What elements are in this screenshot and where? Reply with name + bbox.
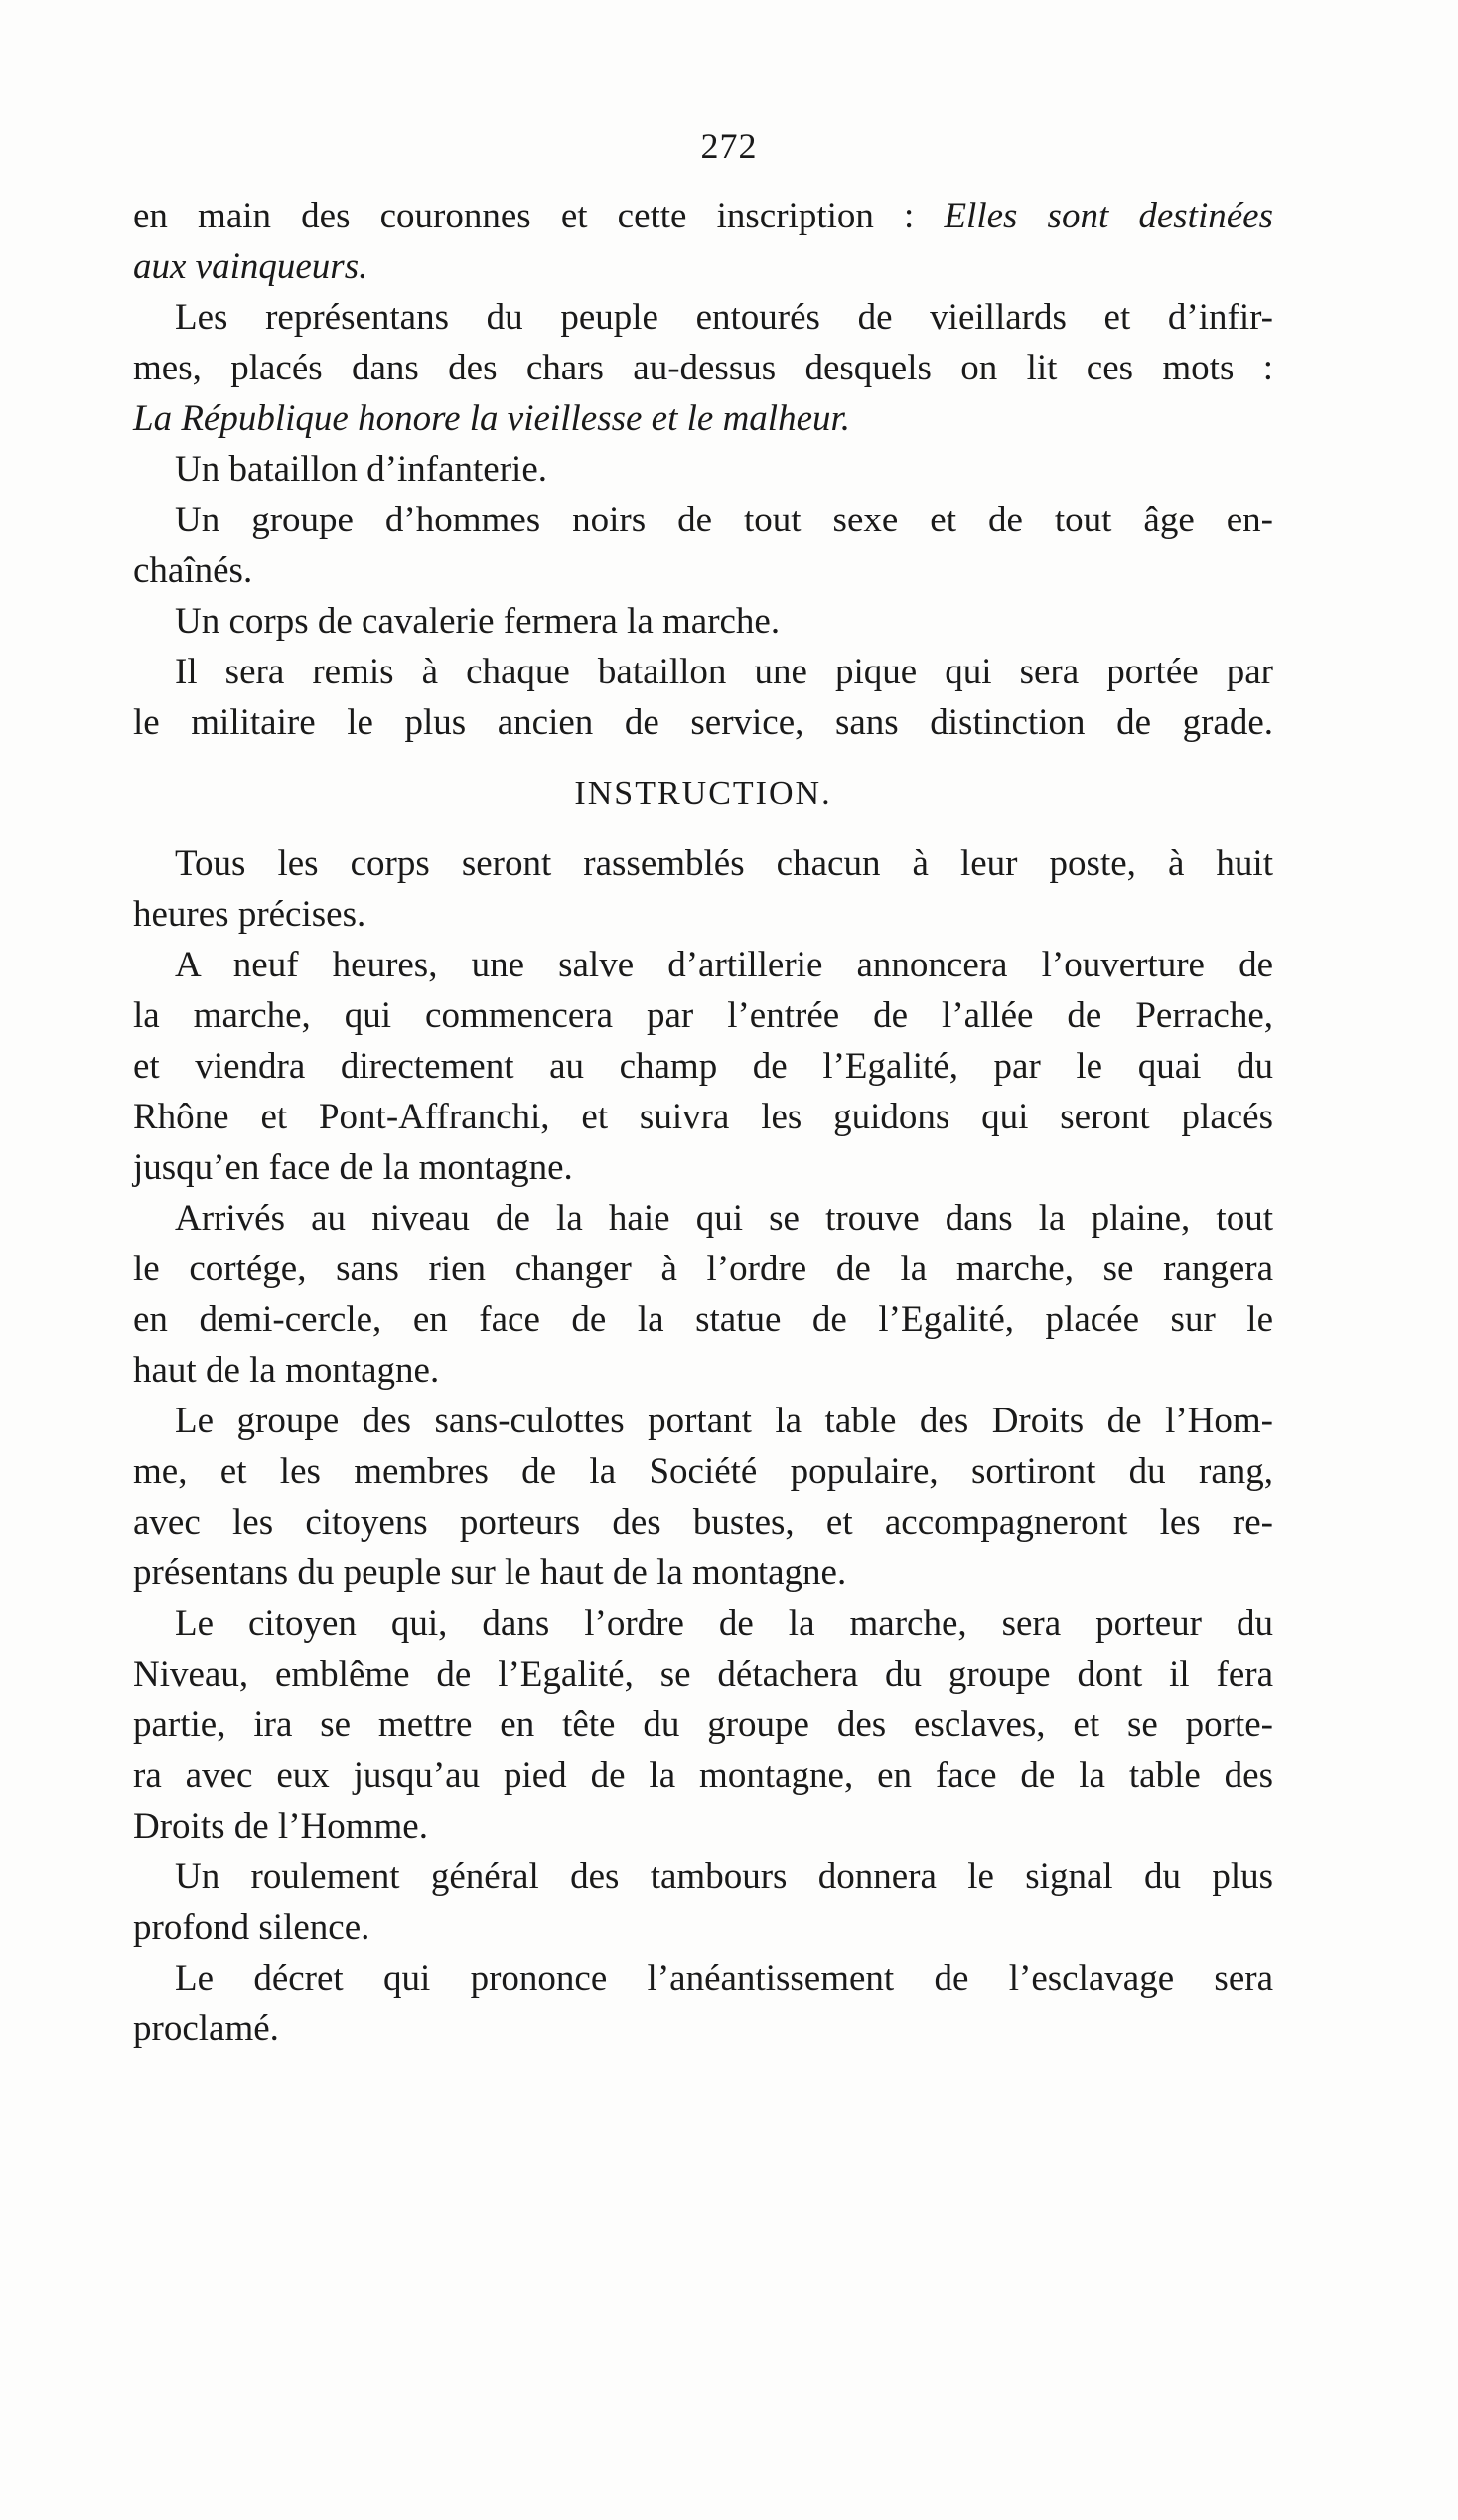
text-line — [133, 1497, 1273, 1548]
line-text: profond silence. — [133, 1907, 370, 1948]
text-line — [133, 1649, 1273, 1700]
text-line — [133, 191, 1273, 241]
line-text: mes, placés dans des chars au-dessus desquels on lit ces mots : — [133, 348, 1273, 388]
line-text: ra avec eux jusqu’au pied de la montagne, en face de la table des — [133, 1755, 1273, 1796]
line-italic-text: La République honore la vieillesse et le malheur. — [133, 398, 851, 439]
line-text: la marche, qui commencera par l’entrée de l’allée de Perrache, — [133, 995, 1273, 1036]
text-line — [133, 596, 1273, 647]
line-text: en main des couronnes et cette inscription : — [133, 196, 945, 236]
text-line — [133, 990, 1273, 1041]
line-text: me, et les membres de la Société populaire, sortiront du rang, — [133, 1451, 1273, 1492]
text-line — [133, 940, 1273, 990]
procession-text — [133, 191, 1273, 748]
text-line — [133, 1548, 1273, 1598]
text-line — [133, 1345, 1273, 1396]
text-line — [133, 1902, 1273, 1953]
line-text: proclamé. — [133, 2008, 279, 2049]
text-line — [133, 444, 1273, 495]
text-line — [133, 1142, 1273, 1193]
text-line — [133, 1801, 1273, 1852]
line-text: heures précises. — [133, 894, 366, 935]
text-line — [133, 1092, 1273, 1142]
text-line — [133, 292, 1273, 343]
text-line — [133, 343, 1273, 393]
text-line — [133, 647, 1273, 697]
text-line — [133, 1700, 1273, 1750]
line-text: A neuf heures, une salve d’artillerie annoncera l’ouverture de — [175, 945, 1273, 985]
text-line — [133, 241, 1273, 292]
line-text: Tous les corps seront rassemblés chacun à leur poste, à huit — [175, 843, 1273, 884]
instruction-text — [133, 838, 1273, 2054]
text-line — [133, 1193, 1273, 1244]
text-line — [133, 1446, 1273, 1497]
line-text: Le citoyen qui, dans l’ordre de la marche, sera porteur du — [175, 1603, 1273, 1644]
line-text: haut de la montagne. — [133, 1350, 440, 1391]
line-text: et viendra directement au champ de l’Egalité, par le quai du — [133, 1046, 1273, 1087]
text-line — [133, 393, 1273, 444]
text-line — [133, 495, 1273, 545]
page-body — [133, 191, 1273, 2054]
text-line — [133, 2003, 1273, 2054]
line-text: Le décret qui prononce l’anéantissement de l’esclavage sera — [175, 1958, 1273, 1999]
line-text: Arrivés au niveau de la haie qui se trouve dans la plaine, tout — [175, 1198, 1273, 1239]
line-text: Un groupe d’hommes noirs de tout sexe et de tout âge en- — [175, 500, 1273, 540]
text-line — [133, 889, 1273, 940]
text-line — [133, 838, 1273, 889]
text-line — [133, 1598, 1273, 1649]
line-text: chaînés. — [133, 550, 253, 591]
text-line — [133, 1953, 1273, 2003]
line-text: Les représentans du peuple entourés de vieillards et d’infir- — [175, 297, 1273, 338]
line-text: Un roulement général des tambours donnera le signal du plus — [175, 1856, 1273, 1897]
line-text: Un corps de cavalerie fermera la marche. — [175, 601, 781, 642]
text-line — [133, 1750, 1273, 1801]
line-text: avec les citoyens porteurs des bustes, et accompagneront les re- — [133, 1502, 1273, 1543]
line-text: en demi-cercle, en face de la statue de l’Egalité, placée sur le — [133, 1299, 1273, 1340]
line-text: présentans du peuple sur le haut de la montagne. — [133, 1553, 847, 1593]
text-line — [133, 1041, 1273, 1092]
text-line — [133, 1244, 1273, 1294]
page-number: 272 — [700, 126, 758, 166]
line-text: le militaire le plus ancien de service, sans distinction de grade. — [133, 702, 1273, 743]
line-text: Rhône et Pont-Affranchi, et suivra les guidons qui seront placés — [133, 1097, 1273, 1137]
line-italic-text: aux vainqueurs. — [133, 246, 368, 287]
line-italic-text: Elles sont destinées — [944, 196, 1273, 236]
line-text: jusqu’en face de la montagne. — [133, 1147, 573, 1188]
section-heading: INSTRUCTION. — [574, 775, 832, 812]
text-line — [133, 1852, 1273, 1902]
line-text: le cortége, sans rien changer à l’ordre de la marche, se rangera — [133, 1249, 1273, 1289]
text-line — [133, 1396, 1273, 1446]
line-text: Le groupe des sans-culottes portant la table des Droits de l’Hom- — [175, 1401, 1273, 1441]
line-text: Il sera remis à chaque bataillon une pique qui sera portée par — [175, 652, 1273, 692]
text-line — [133, 545, 1273, 596]
text-line — [133, 1294, 1273, 1345]
line-text: partie, ira se mettre en tête du groupe des esclaves, et se porte- — [133, 1705, 1273, 1745]
line-text: Droits de l’Homme. — [133, 1806, 428, 1847]
line-text: Niveau, emblême de l’Egalité, se détachera du groupe dont il fera — [133, 1654, 1273, 1695]
text-line — [133, 697, 1273, 748]
line-text: Un bataillon d’infanterie. — [175, 449, 548, 490]
